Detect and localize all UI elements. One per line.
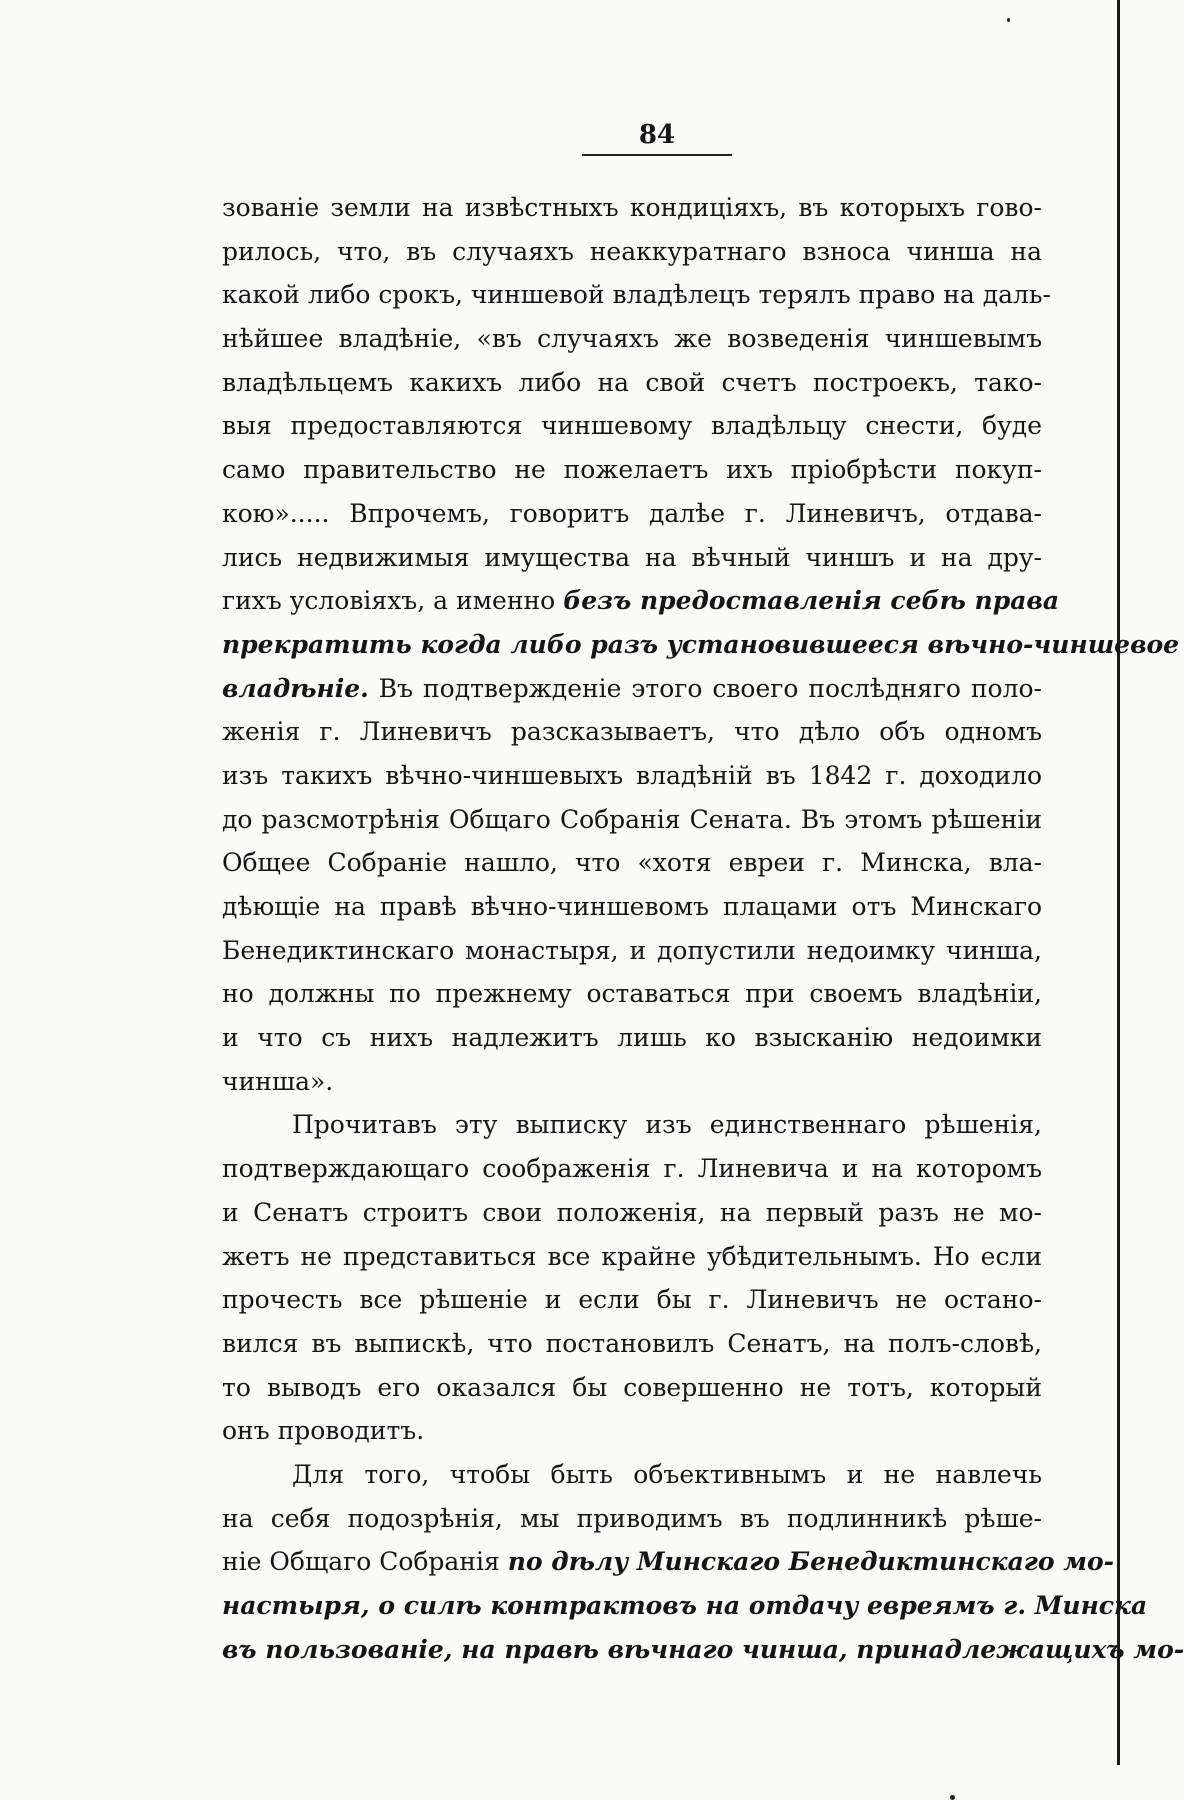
text-line xyxy=(222,230,1042,274)
scan-page-edge xyxy=(1117,0,1120,1765)
text-segment: выя предоставляются чиншевому владѣльцу снести, буде xyxy=(222,411,1042,441)
book-page xyxy=(222,120,1184,1671)
text-line xyxy=(222,667,1042,711)
text-segment: чинша». xyxy=(222,1066,334,1096)
text-segment: и Сенатъ строитъ свои положенія, на первый разъ не мо- xyxy=(222,1197,1042,1227)
text-segment: владѣльцемъ какихъ либо на свой счетъ построекъ, тако- xyxy=(222,367,1042,397)
scan-speck xyxy=(1007,18,1010,22)
text-segment: и что съ нихъ надлежитъ лишь ко взысканію недоимки xyxy=(222,1023,1042,1053)
text-segment: гихъ условіяхъ, а именно xyxy=(222,586,564,616)
text-line xyxy=(222,623,1180,667)
text-segment: то выводъ его оказался бы совершенно не тотъ, который xyxy=(222,1372,1042,1402)
text-line xyxy=(222,1016,1042,1060)
scan-speck xyxy=(950,1795,955,1800)
text-segment: Въ подтвержденіе этого своего послѣдняго поло- xyxy=(368,673,1042,703)
text-segment: рилось, что, въ случаяхъ неаккуратнаго взноса чинша на xyxy=(222,236,1042,266)
text-line xyxy=(222,1453,1042,1497)
text-line xyxy=(222,1103,1042,1147)
text-line xyxy=(222,1540,1115,1584)
text-segment: подтверждающаго соображенія г. Линевича и на которомъ xyxy=(222,1154,1042,1184)
italic-text: настыря, о силѣ контрактовъ на отдачу евреямъ г. Минска xyxy=(222,1591,1148,1620)
text-line xyxy=(222,317,1042,361)
text-segment: какой либо срокъ, чиншевой владѣлецъ терялъ право на даль- xyxy=(222,280,1051,310)
text-line xyxy=(222,1409,1042,1453)
text-segment: ніе Общаго Собранія xyxy=(222,1547,508,1577)
text-segment: вился въ выпискѣ, что постановилъ Сенатъ, на полъ-словѣ, xyxy=(222,1328,1042,1358)
text-line xyxy=(222,404,1042,448)
text-segment: на себя подозрѣнія, мы приводимъ въ подлинникѣ рѣше- xyxy=(222,1503,1042,1533)
italic-text: въ пользованіе, на правѣ вѣчнаго чинша, принадлежащихъ мо- xyxy=(222,1634,1184,1664)
text-segment: онъ проводитъ. xyxy=(222,1416,425,1446)
text-line xyxy=(222,710,1042,754)
text-line xyxy=(222,1147,1042,1191)
text-line xyxy=(222,1497,1042,1541)
text-line xyxy=(222,1322,1042,1366)
text-line xyxy=(222,492,1042,536)
italic-text: по дѣлу Минскаго Бенедиктинскаго мо- xyxy=(507,1547,1115,1577)
text-line xyxy=(222,798,1042,842)
italic-text: прекратить когда либо разъ установившееся вѣчно-чиншевое xyxy=(222,629,1180,659)
text-line xyxy=(222,536,1042,580)
text-line xyxy=(222,972,1042,1016)
text-segment: Бенедиктинскаго монастыря, и допустили недоимку чинша, xyxy=(222,935,1042,965)
text-segment: лись недвижимыя имущества на вѣчный чиншъ и на дру- xyxy=(222,542,1042,572)
body-text xyxy=(222,186,1184,1671)
text-segment: прочесть все рѣшеніе и если бы г. Линевичъ не остано- xyxy=(222,1285,1042,1315)
text-segment: Для того, чтобы быть объективнымъ и не навлечь xyxy=(292,1459,1042,1489)
text-segment: женія г. Линевичъ разсказываетъ, что дѣло объ одномъ xyxy=(222,717,1042,747)
text-segment: дѣющіе на правѣ вѣчно-чиншевомъ плацами отъ Минскаго xyxy=(222,892,1042,921)
text-line xyxy=(222,1584,1148,1628)
text-line xyxy=(222,273,1051,317)
page-number: 84 xyxy=(582,120,732,156)
text-line xyxy=(222,1366,1042,1410)
text-segment: Прочитавъ эту выписку изъ единственнаго рѣшенія, xyxy=(292,1110,1042,1140)
text-line xyxy=(222,885,1042,929)
text-line xyxy=(222,1235,1042,1279)
text-segment: жетъ не представиться все крайне убѣдительнымъ. Но если xyxy=(222,1241,1042,1271)
text-line xyxy=(222,1191,1042,1235)
text-segment: Общее Собраніе нашло, что «хотя евреи г. Минска, вла- xyxy=(222,848,1042,878)
text-line xyxy=(222,1060,1042,1104)
text-segment: само правительство не пожелаетъ ихъ пріобрѣсти покуп- xyxy=(222,455,1042,485)
text-segment: кою»..... Впрочемъ, говоритъ далѣе г. Линевичъ, отдава- xyxy=(222,498,1042,528)
text-line xyxy=(222,1628,1184,1672)
text-segment: до разсмотрѣнія Общаго Собранія Сената. Въ этомъ рѣшеніи xyxy=(222,804,1042,834)
text-segment: нѣйшее владѣніе, «въ случаяхъ же возведенія чиншевымъ xyxy=(222,324,1042,354)
italic-text: безъ предоставленія себѣ права xyxy=(563,586,1060,616)
text-line xyxy=(222,448,1042,492)
text-line xyxy=(222,1278,1042,1322)
text-line xyxy=(222,841,1042,885)
text-line xyxy=(222,754,1042,798)
text-line xyxy=(222,186,1042,230)
text-line xyxy=(222,361,1042,405)
text-line xyxy=(222,929,1042,973)
text-segment: зованіе земли на извѣстныхъ кондиціяхъ, въ которыхъ гово- xyxy=(222,193,1042,222)
text-line xyxy=(222,579,1060,623)
italic-text: владѣніе. xyxy=(222,673,369,703)
text-segment: изъ такихъ вѣчно-чиншевыхъ владѣній въ 1842 г. доходило xyxy=(222,760,1042,790)
text-segment: но должны по прежнему оставаться при своемъ владѣніи, xyxy=(222,979,1042,1009)
